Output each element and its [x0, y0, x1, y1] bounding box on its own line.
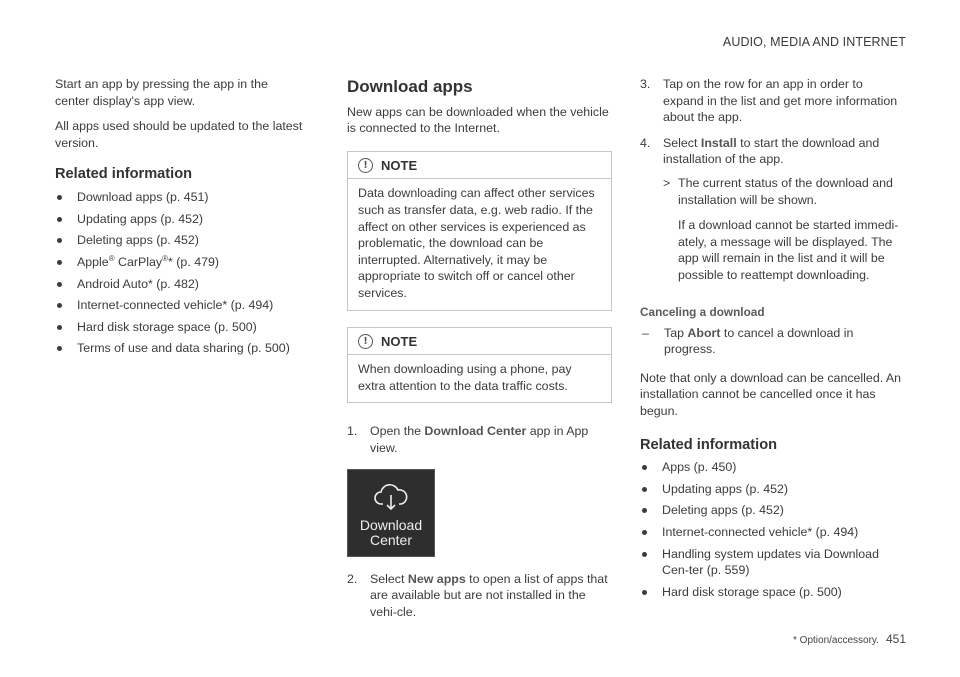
app-tile-label-line1: Download [359, 516, 423, 533]
related-link-carplay[interactable] [55, 254, 305, 271]
download-intro: New apps can be downloaded when the vehicle is connected to the Internet. [347, 104, 609, 136]
update-paragraph: All apps used should be updated to the latest version. [55, 119, 303, 150]
cancel-text-pre: Tap [664, 325, 688, 340]
step-number: 4. [640, 135, 651, 150]
step-number: 3. [640, 77, 651, 91]
cancel-step-text [664, 325, 906, 358]
related-info-list [640, 459, 906, 600]
intro-paragraph: Start an app by pressing the app in the center display's app view. [55, 77, 268, 108]
step-text [663, 136, 879, 167]
registered-mark: ® [108, 253, 115, 263]
step-text-post: to start the download and installation of the app. [663, 135, 880, 167]
step-text [370, 571, 612, 621]
step-text-pre: Select [663, 135, 701, 150]
result-message-text: If a download cannot be started immedi-ately, a message will be displayed. The app will remain in the list and it will be possible to reattempt downloading. [678, 218, 899, 283]
related-link[interactable]: Updating apps (p. 452) [55, 211, 305, 228]
ui-term: New apps [407, 571, 466, 586]
carplay-text-c: * (p. 479) [168, 254, 219, 269]
step-number: 2. [347, 571, 358, 586]
step-text-pre: Open the [370, 424, 425, 439]
step-result [663, 175, 906, 293]
related-link[interactable]: Deleting apps (p. 452) [640, 502, 906, 519]
step-number: 1. [347, 424, 358, 439]
note-box [347, 327, 612, 404]
info-icon: ! [358, 158, 373, 173]
related-link[interactable]: Hard disk storage space (p. 500) [55, 319, 305, 336]
note-text: When downloading using a phone, pay extra attention to the data traffic costs. [358, 362, 572, 393]
step-text [370, 423, 612, 456]
result-text [678, 175, 906, 293]
related-link[interactable]: Handling system updates via Download Cen-ter (p. 559) [640, 546, 906, 579]
carplay-text-b: CarPlay [114, 254, 163, 269]
steps-list [640, 76, 906, 293]
ui-term: Install [700, 135, 737, 150]
ui-term: Abort [687, 325, 721, 340]
note-header [348, 328, 611, 355]
steps-list [347, 571, 612, 621]
related-info-heading: Related information [640, 436, 778, 453]
related-info-heading: Related information [55, 166, 193, 183]
related-link[interactable]: Apps (p. 450) [640, 459, 906, 476]
steps-list [347, 423, 612, 456]
step-text: Tap on the row for an app in order to expand in the list and get more information about the app. [663, 77, 898, 125]
step-item [640, 135, 906, 293]
step-item [640, 76, 906, 126]
page-footer [793, 631, 906, 647]
cancel-note: Note that only a download can be cancelled. An installation cannot be cancelled once it has begun. [640, 370, 902, 418]
carplay-text-a: Apple [77, 254, 109, 269]
page-title: Download apps [347, 77, 473, 96]
related-link[interactable]: Hard disk storage space (p. 500) [640, 584, 906, 601]
app-tile-label-line2: Center [369, 532, 413, 549]
note-box [347, 151, 612, 311]
related-info-list [55, 189, 305, 357]
cancel-heading: Canceling a download [640, 304, 765, 319]
note-header [348, 152, 611, 179]
step-text-post: app in App view. [370, 424, 589, 455]
related-link[interactable]: Internet-connected vehicle* (p. 494) [640, 524, 906, 541]
cancel-text-post: to cancel a download in progress. [664, 325, 854, 357]
result-status-text: The current status of the download and installation will be shown. [678, 176, 893, 207]
step-text-pre: Select [370, 571, 408, 586]
column-left [55, 76, 305, 362]
related-link[interactable]: Terms of use and data sharing (p. 500) [55, 340, 305, 357]
step-content [663, 135, 906, 293]
related-link[interactable]: Internet-connected vehicle* (p. 494) [55, 297, 305, 314]
column-middle [347, 76, 612, 629]
app-tile-label [348, 518, 434, 549]
step-item [347, 423, 612, 456]
registered-mark: ® [162, 253, 169, 263]
download-center-app-tile[interactable] [347, 469, 435, 557]
ui-term: Download Center [424, 424, 527, 439]
info-icon: ! [358, 334, 373, 349]
cloud-download-icon [373, 482, 409, 512]
related-link[interactable]: Android Auto* (p. 482) [55, 276, 305, 293]
cancel-step [640, 325, 906, 358]
step-item [347, 571, 612, 621]
option-footnote: * Option/accessory. [793, 635, 879, 646]
step-text-post: to open a list of apps that are available but are not installed in the vehi-cle. [370, 571, 608, 619]
result-arrow-icon: > [663, 176, 671, 191]
section-header: AUDIO, MEDIA AND INTERNET [722, 35, 906, 49]
related-link[interactable]: Deleting apps (p. 452) [55, 232, 305, 249]
related-link[interactable]: Updating apps (p. 452) [640, 481, 906, 498]
note-text: Data downloading can affect other services such as transfer data, e.g. web radio. If the affect on other services is experienced as problematic, the download can be interrupted. Alternatively, it may be appropriate to switch off or cancel other services. [358, 186, 595, 301]
note-label: NOTE [381, 157, 418, 173]
column-right [640, 76, 906, 605]
note-label: NOTE [381, 333, 418, 349]
page-number: 451 [885, 632, 906, 646]
related-link[interactable]: Download apps (p. 451) [55, 189, 305, 206]
dash-bullet: – [642, 325, 649, 340]
